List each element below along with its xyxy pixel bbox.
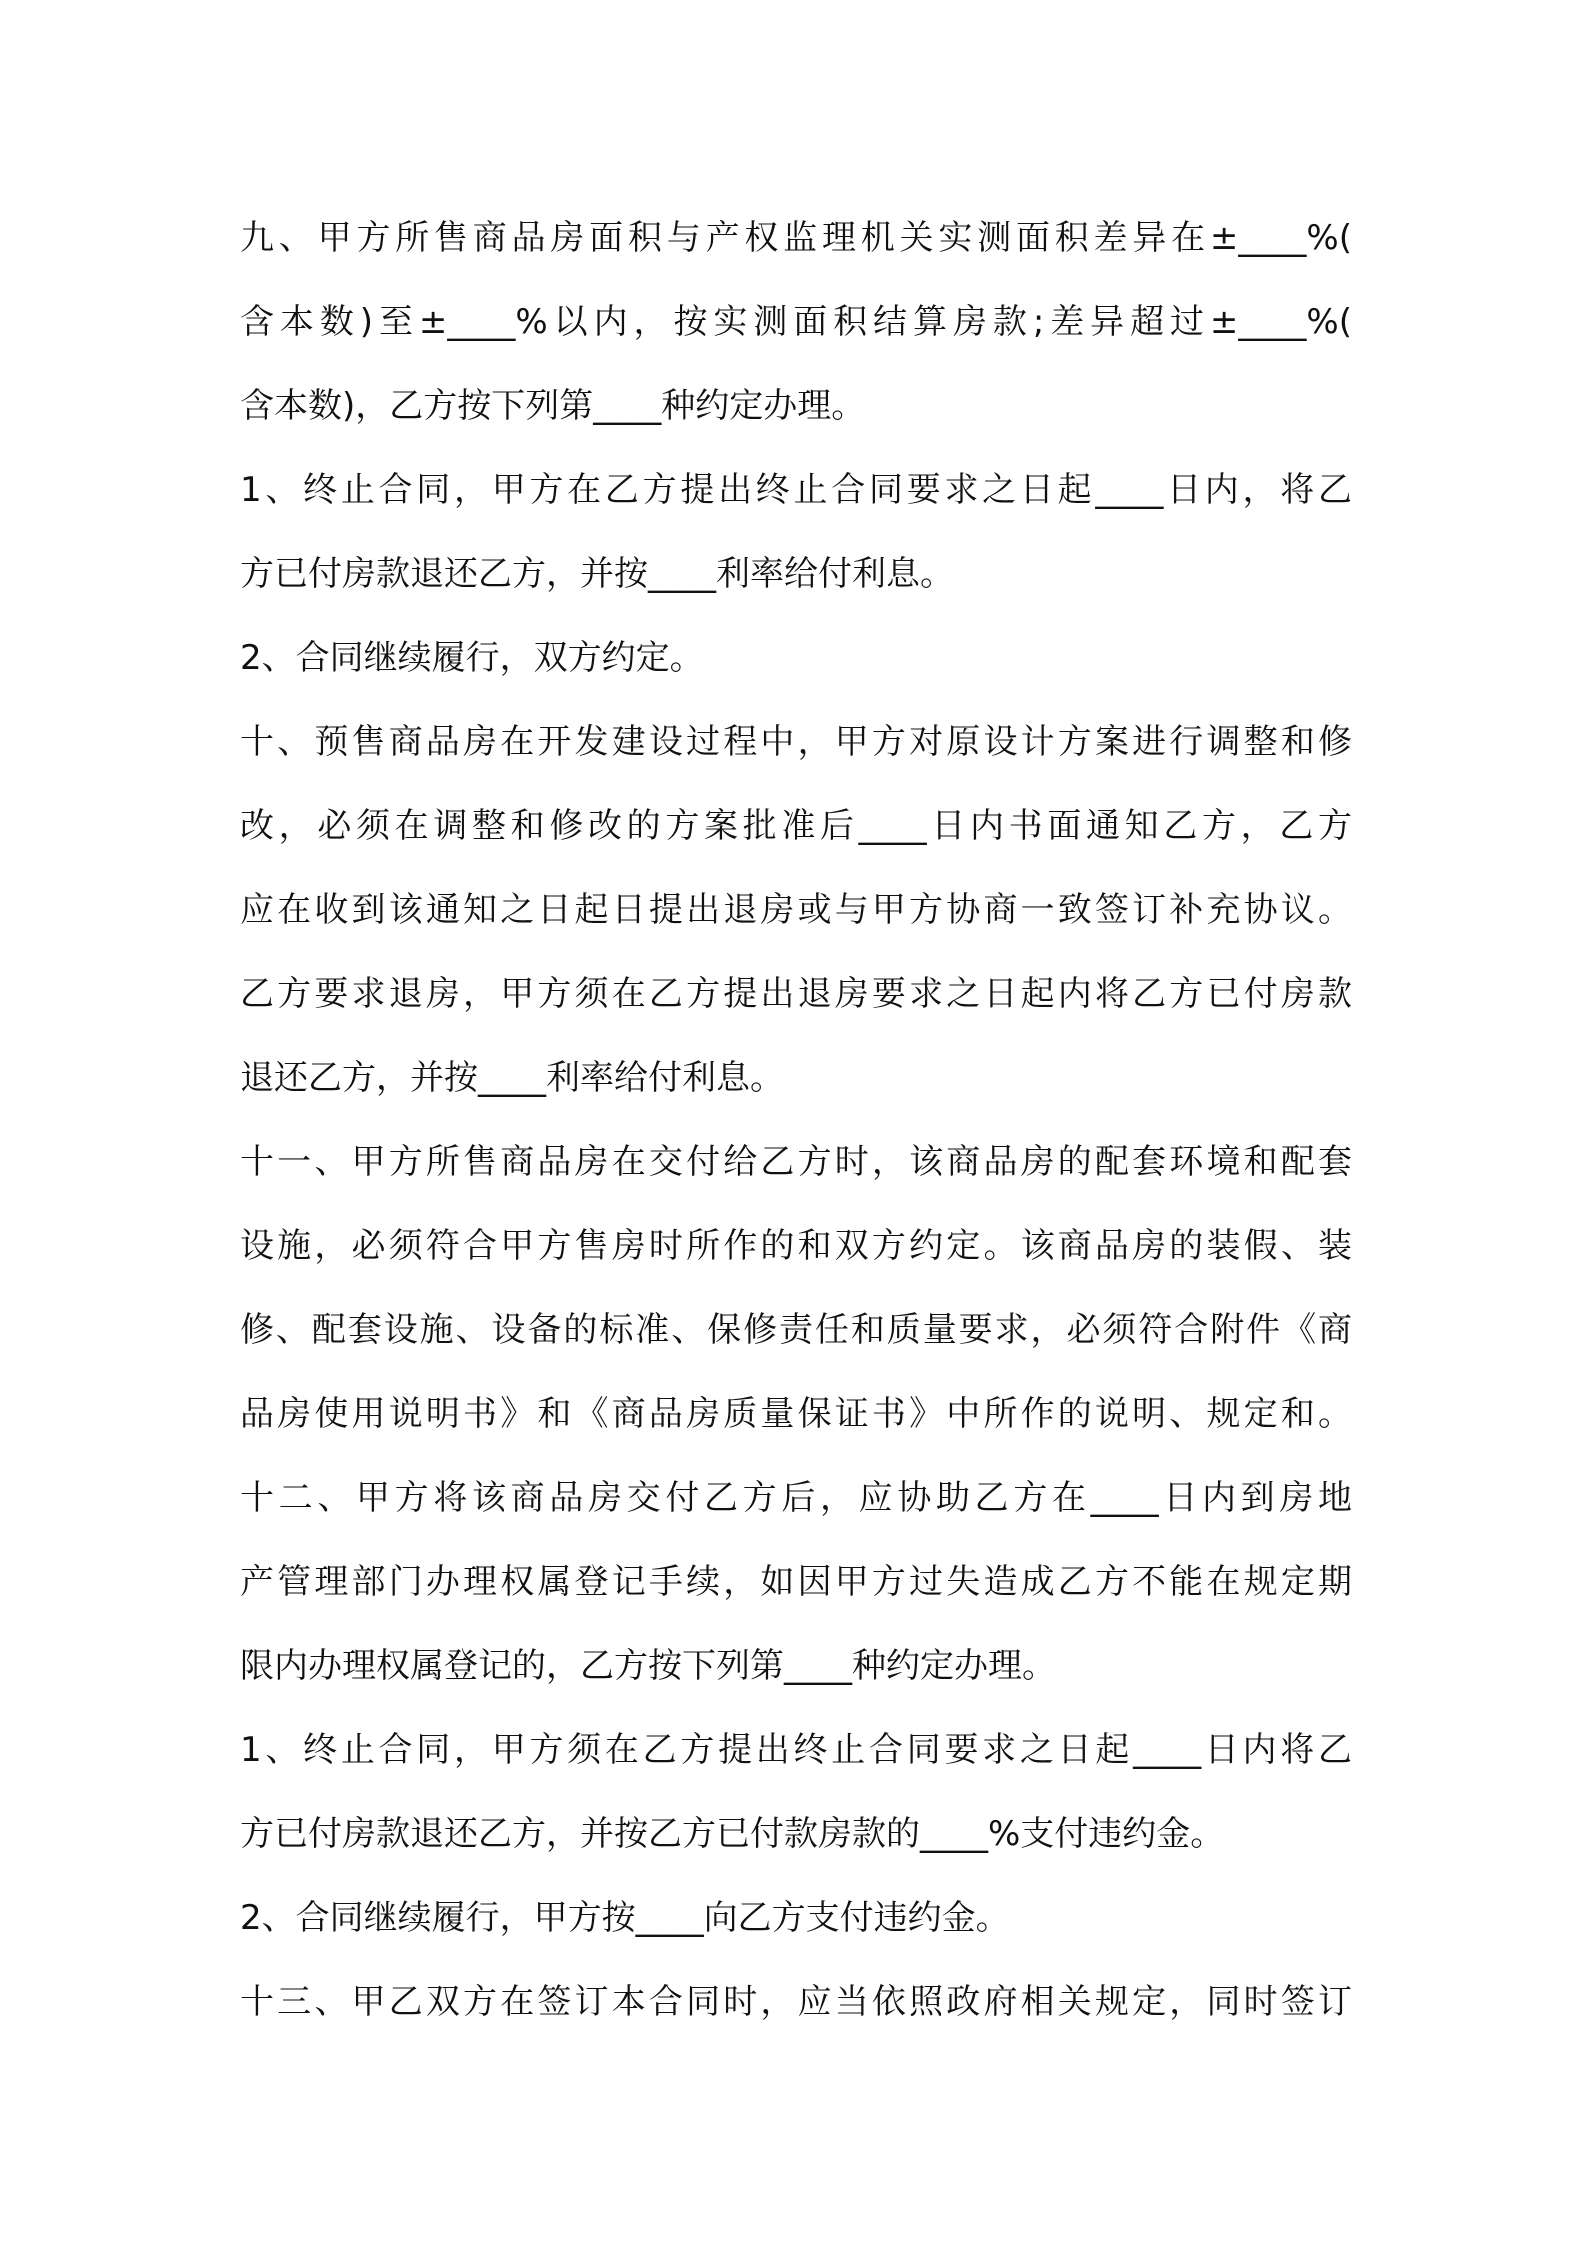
text-line: 十二、甲方将该商品房交付乙方后，应协助乙方在____日内到房地 — [240, 1478, 1352, 1518]
text-line: 1、终止合同，甲方在乙方提出终止合同要求之日起____日内，将乙 — [240, 470, 1352, 510]
text-line: 含本数)，乙方按下列第____种约定办理。 — [240, 386, 866, 426]
text-line: 产管理部门办理权属登记手续，如因甲方过失造成乙方不能在规定期 — [240, 1562, 1352, 1602]
text-line: 修、配套设施、设备的标准、保修责任和质量要求，必须符合附件《商 — [240, 1310, 1352, 1350]
text-line: 2、合同继续履行，双方约定。 — [240, 638, 704, 678]
text-line: 方已付房款退还乙方，并按乙方已付款房款的____%支付违约金。 — [240, 1814, 1225, 1854]
document-body — [240, 196, 1352, 2044]
text-line: 应在收到该通知之日起日提出退房或与甲方协商一致签订补充协议。 — [240, 890, 1352, 930]
text-line: 2、合同继续履行，甲方按____向乙方支付违约金。 — [240, 1898, 1010, 1938]
text-line: 1、终止合同，甲方须在乙方提出终止合同要求之日起____日内将乙 — [240, 1730, 1352, 1770]
text-line: 品房使用说明书》和《商品房质量保证书》中所作的说明、规定和。 — [240, 1394, 1352, 1434]
text-line: 九、甲方所售商品房面积与产权监理机关实测面积差异在±____%( — [240, 218, 1352, 258]
text-line: 方已付房款退还乙方，并按____利率给付利息。 — [240, 554, 954, 594]
text-line: 十三、甲乙双方在签订本合同时，应当依照政府相关规定，同时签订 — [240, 1982, 1352, 2022]
text-line: 乙方要求退房，甲方须在乙方提出退房要求之日起内将乙方已付房款 — [240, 974, 1352, 1014]
text-line: 含本数)至±____%以内，按实测面积结算房款;差异超过±____%( — [240, 302, 1352, 342]
text-line: 限内办理权属登记的，乙方按下列第____种约定办理。 — [240, 1646, 1056, 1686]
text-line: 十一、甲方所售商品房在交付给乙方时，该商品房的配套环境和配套 — [240, 1142, 1352, 1182]
text-line: 退还乙方，并按____利率给付利息。 — [240, 1058, 784, 1098]
text-line: 设施，必须符合甲方售房时所作的和双方约定。该商品房的装假、装 — [240, 1226, 1352, 1266]
text-line: 十、预售商品房在开发建设过程中，甲方对原设计方案进行调整和修 — [240, 722, 1352, 762]
text-line: 改，必须在调整和修改的方案批准后____日内书面通知乙方，乙方 — [240, 806, 1352, 846]
